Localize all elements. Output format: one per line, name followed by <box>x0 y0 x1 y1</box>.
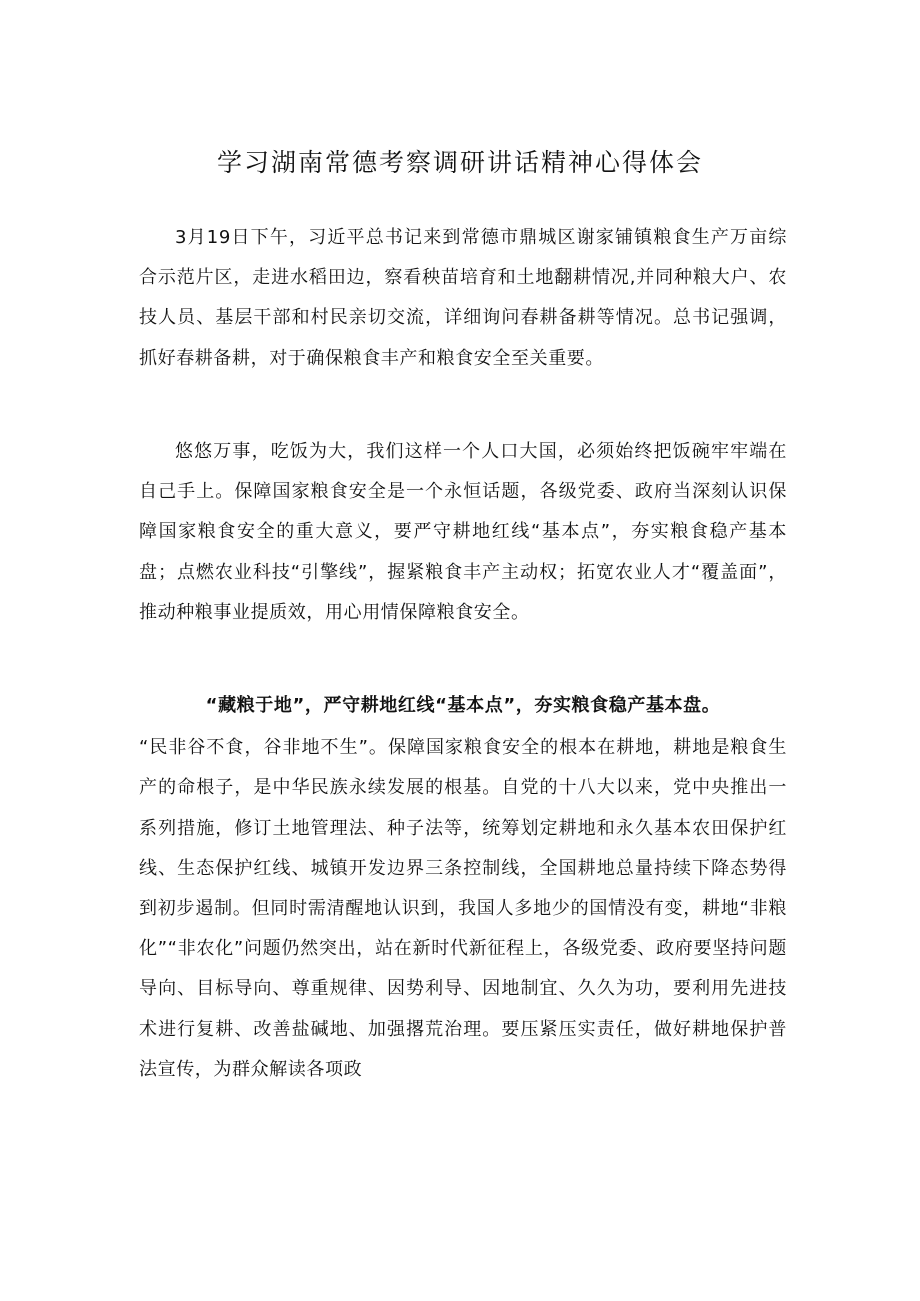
section-body: “民非谷不食，谷非地不生”。保障国家粮食安全的根本在耕地，耕地是粮食生产的命根子，是中华民族永续发展的根基。自党的十八大以来，党中央推出一系列措施，修订土地管理法、种子法等，统筹划定耕地和永久基本农田保护红线、生态保护红线、城镇开发边界三条控制线，全国耕地总量持续下降态势得到初步遏制。但同时需清醒地认识到，我国人多地少的国情没有变，耕地“非粮化”“非农化”问题仍然突出，站在新时代新征程上，各级党委、政府要坚持问题导向、目标导向、尊重规律、因势利导、因地制宜、久久为功，要利用先进技术进行复耕、改善盐碱地、加强撂荒治理。要压紧压实责任，做好耕地保护普法宣传，为群众解读各项政 <box>139 737 787 1080</box>
section-heading: “藏粮于地”，严守耕地红线“基本点”，夯实粮食稳产基本盘。 <box>205 695 721 716</box>
paragraph-overview: 悠悠万事，吃饭为大，我们这样一个人口大国，必须始终把饭碗牢牢端在自己手上。保障国家粮食安全是一个永恒话题，各级党委、政府当深刻认识保障国家粮食安全的重大意义，要严守耕地红线“基本点”，夯实粮食稳产基本盘；点燃农业科技“引擎线”，握紧粮食丰产主动权；拓宽农业人才“覆盖面”，推动种粮事业提质效，用心用情保障粮食安全。 <box>139 441 787 623</box>
section-farmland <box>139 686 787 1090</box>
document-title: 学习湖南常德考察调研讲话精神心得体会 <box>216 148 703 177</box>
paragraph-intro: 3月19日下午，习近平总书记来到常德市鼎城区谢家铺镇粮食生产万亩综合示范片区，走进水稻田边，察看秧苗培育和土地翻耕情况,并同种粮大户、农技人员、基层干部和村民亲切交流，详细询问春耕备耕等情况。总书记强调，抓好春耕备耕，对于确保粮食丰产和粮食安全至关重要。 <box>139 227 787 369</box>
